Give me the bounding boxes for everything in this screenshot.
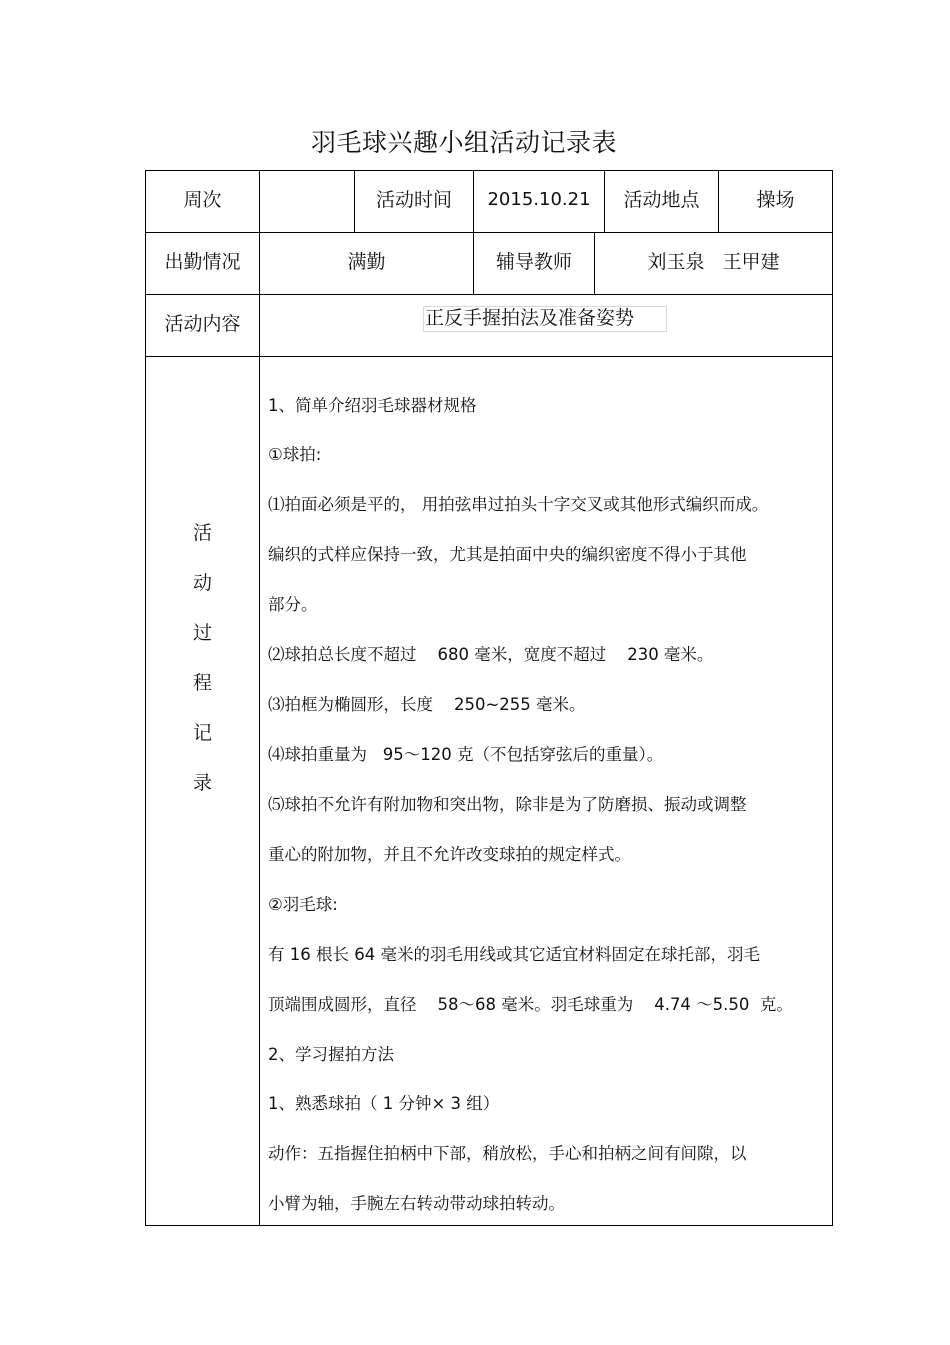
content-value: 正反手握拍法及准备姿势 <box>423 306 667 332</box>
teacher-value: 刘玉泉 王甲建 <box>647 251 780 273</box>
record-line: 顶端围成圆形，直径 58～68 毫米。羽毛球重为 4.74 ～5.50 克。 <box>268 995 793 1014</box>
record-line: 部分。 <box>268 595 318 614</box>
process-label-char: 活 <box>192 522 212 544</box>
column-divider <box>259 170 260 1226</box>
page-title: 羽毛球兴趣小组活动记录表 <box>310 128 617 157</box>
process-label-char: 动 <box>192 572 212 594</box>
record-line: ②羽毛球: <box>268 895 338 914</box>
week-value <box>260 171 354 225</box>
attendance-value: 满勤 <box>347 251 386 273</box>
record-line: ⑴拍面必须是平的， 用拍弦串过拍头十字交叉或其他形式编织而成。 <box>268 495 769 514</box>
process-label-char: 记 <box>192 722 212 744</box>
attendance-label: 出勤情况 <box>164 251 241 273</box>
record-line: ⑵球拍总长度不超过 680 毫米，宽度不超过 230 毫米。 <box>268 645 714 664</box>
record-line: ⑷球拍重量为 95～120 克（不包括穿弦后的重量）。 <box>268 745 664 764</box>
process-label-char: 录 <box>192 772 212 794</box>
record-line: ①球拍: <box>268 445 322 464</box>
record-line: 有 16 根长 64 毫米的羽毛用线或其它适宜材料固定在球托部，羽毛 <box>268 945 760 964</box>
record-line: 1、简单介绍羽毛球器材规格 <box>268 396 477 415</box>
record-line: 小臂为轴，手腕左右转动带动球拍转动。 <box>268 1194 565 1213</box>
activity-place-value: 操场 <box>756 188 795 211</box>
week-label: 周次 <box>183 188 222 211</box>
process-label-char: 程 <box>192 672 212 694</box>
record-line: ⑸球拍不允许有附加物和突出物，除非是为了防磨损、振动或调整 <box>268 795 747 814</box>
activity-time-label: 活动时间 <box>375 188 452 211</box>
activity-place-label: 活动地点 <box>623 188 700 211</box>
record-line: 2、学习握拍方法 <box>268 1045 394 1064</box>
record-line: 1、熟悉球拍（ 1 分钟× 3 组） <box>268 1094 500 1113</box>
row-divider <box>145 356 833 357</box>
teacher-label: 辅导教师 <box>495 251 572 273</box>
record-line: 编织的式样应保持一致，尤其是拍面中央的编织密度不得小于其他 <box>268 545 747 564</box>
record-line: ⑶拍框为椭圆形，长度 250~255 毫米。 <box>268 695 586 714</box>
activity-time-value: 2015.10.21 <box>487 188 591 210</box>
content-label: 活动内容 <box>164 313 241 335</box>
process-label-char: 过 <box>192 622 212 644</box>
record-line: 动作：五指握住拍柄中下部，稍放松，手心和拍柄之间有间隙，以 <box>268 1144 747 1163</box>
record-line: 重心的附加物，并且不允许改变球拍的规定样式。 <box>268 845 631 864</box>
